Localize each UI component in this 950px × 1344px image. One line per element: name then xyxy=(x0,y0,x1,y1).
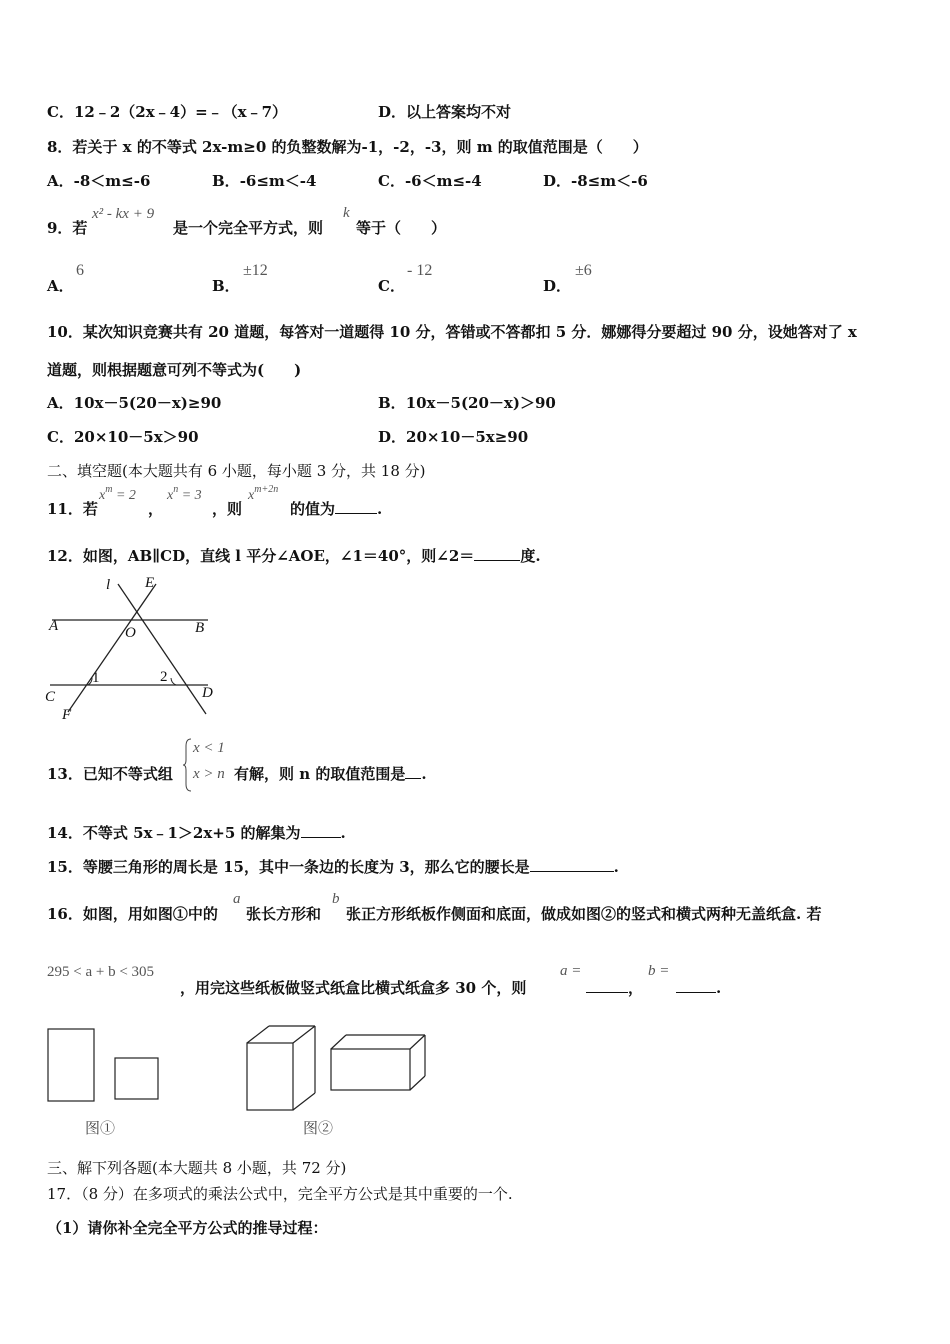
fig-label-d: D xyxy=(202,685,213,701)
q9-tail: 等于（ ） xyxy=(356,219,447,237)
q13-tail: 有解，则 n 的取值范围是 . xyxy=(234,765,427,783)
fig-label-e: E xyxy=(145,575,155,591)
q15-stem: 15．等腰三角形的周长是 15，其中一条边的长度为 3，那么它的腰长是 . xyxy=(47,858,619,876)
q10-option-d: D．20×10－5x≥90 xyxy=(378,428,529,446)
q16-b-equals: b = xyxy=(648,963,670,979)
section-3-heading: 三、解下列各题(本大题共 8 小题，共 72 分) xyxy=(47,1159,347,1177)
q16-a-answer-blank[interactable] xyxy=(586,978,628,993)
q12-figure xyxy=(40,574,230,724)
q16-var-a: a xyxy=(233,891,241,907)
q9-option-b-label: B． xyxy=(212,277,240,295)
q9-option-c-label: C． xyxy=(378,277,405,295)
q11-expr1: $x^m = 2$ xyxy=(99,484,136,503)
fig2-vertical-box xyxy=(247,1026,315,1110)
q10-stem-line1: 10．某次知识竞赛共有 20 道题，每答对一道题得 10 分，答错或不答都扣 5 分．娜娜得分要超过 90 分，设她答对了 x xyxy=(47,323,857,341)
q10-stem-line2: 道题，则根据题意可列不等式为( ) xyxy=(47,361,302,379)
q11-tail: 的值为 . xyxy=(290,500,383,518)
q16-inequality: 295 < a + b < 305 xyxy=(47,964,155,980)
fig2-horizontal-box xyxy=(331,1035,425,1090)
q7-option-d: D．以上答案均不对 xyxy=(378,103,512,121)
q8-option-b: B．-6≤m＜-4 xyxy=(212,172,317,190)
fig1-square xyxy=(115,1058,158,1099)
q14-stem: 14．不等式 5x﹣1＞2x+5 的解集为 . xyxy=(47,824,346,842)
fig-label-1: 1 xyxy=(92,670,100,686)
q16-text-3: 张正方形纸板作侧面和底面，做成如图②的竖式和横式两种无盖纸盒. 若 xyxy=(346,905,822,923)
q7-option-c: C．12﹣2（2x﹣4）=﹣（x﹣7） xyxy=(47,103,288,121)
q16-a-blank-row: ， xyxy=(586,978,643,998)
q8-option-a: A．-8＜m≤-6 xyxy=(47,172,151,190)
q13-system-line2: x > n xyxy=(193,766,225,782)
q13-answer-blank[interactable] xyxy=(405,764,421,779)
q8-stem: 8．若关于 x 的不等式 2x-m≥0 的负整数解为-1，-2，-3，则 m 的取值范围是（ ） xyxy=(47,138,648,156)
q16-figure1-caption: 图① xyxy=(85,1119,116,1137)
q9-number: 9．若 xyxy=(47,219,88,237)
q9-option-a-value: 6 xyxy=(76,262,84,279)
q8-option-c: C．-6＜m≤-4 xyxy=(378,172,482,190)
fig-label-f: F xyxy=(62,707,72,723)
q11-number: 11．若 xyxy=(47,500,98,518)
fig-label-l: l xyxy=(106,577,111,593)
q9-option-b-value: ±12 xyxy=(243,262,268,279)
q9-option-c-value: - 12 xyxy=(407,262,433,279)
q16-a-equals: a = xyxy=(560,963,582,979)
q16-var-b: b xyxy=(332,891,340,907)
q12-answer-blank[interactable] xyxy=(474,546,520,561)
q11-answer-blank[interactable] xyxy=(335,499,377,514)
q10-option-c: C．20×10－5x＞90 xyxy=(47,428,199,446)
fig1-rectangle xyxy=(48,1029,94,1101)
q14-answer-blank[interactable] xyxy=(301,823,341,838)
q9-option-d-value: ±6 xyxy=(575,262,592,279)
q16-figure2-caption: 图② xyxy=(303,1119,334,1137)
q8-option-d: D．-8≤m＜-6 xyxy=(543,172,648,190)
q15-answer-blank[interactable] xyxy=(530,857,614,872)
q11-expr3: $x^{m+2n}$ xyxy=(248,484,279,503)
q9-option-d-label: D． xyxy=(543,277,572,295)
q16-b-blank-row: . xyxy=(676,978,721,998)
q13-brace xyxy=(183,738,193,792)
fig-label-c: C xyxy=(45,689,56,705)
q16-text-1: 16．如图，用如图①中的 xyxy=(47,905,218,923)
q13-stem: 13．已知不等式组 xyxy=(47,765,173,783)
fig-label-o: O xyxy=(125,625,136,641)
q9-middle-text: 是一个完全平方式，则 xyxy=(173,219,324,237)
fig-label-a: A xyxy=(49,618,59,634)
q13-system-line1: x < 1 xyxy=(193,740,225,756)
q11-comma: ， xyxy=(148,500,164,518)
q17-sub1: （1）请你补全完全平方公式的推导过程： xyxy=(47,1219,328,1237)
fig-label-2: 2 xyxy=(160,669,168,685)
q9-k: k xyxy=(343,205,350,221)
q16-text-4: ，用完这些纸板做竖式纸盒比横式纸盒多 30 个，则 xyxy=(180,979,527,997)
q11-expr2: $x^n = 3$ xyxy=(167,484,202,503)
section-2-heading: 二、填空题(本大题共有 6 小题，每小题 3 分，共 18 分) xyxy=(47,462,426,480)
q16-text-2: 张长方形和 xyxy=(246,905,322,923)
q11-then: ，则 xyxy=(212,500,243,518)
fig-label-b: B xyxy=(195,620,205,636)
q10-option-b: B．10x－5(20－x)＞90 xyxy=(378,394,556,412)
q16-b-answer-blank[interactable] xyxy=(676,978,716,993)
q12-stem: 12．如图，AB∥CD，直线 l 平分∠AOE，∠1＝40°，则∠2＝ 度. xyxy=(47,547,541,565)
q9-option-a-label: A． xyxy=(47,277,74,295)
q10-option-a: A．10x－5(20－x)≥90 xyxy=(47,394,222,412)
q17-stem: 17．（8 分）在多项式的乘法公式中，完全平方公式是其中重要的一个. xyxy=(47,1185,513,1203)
q9-expression: x² - kx + 9 xyxy=(92,206,155,222)
